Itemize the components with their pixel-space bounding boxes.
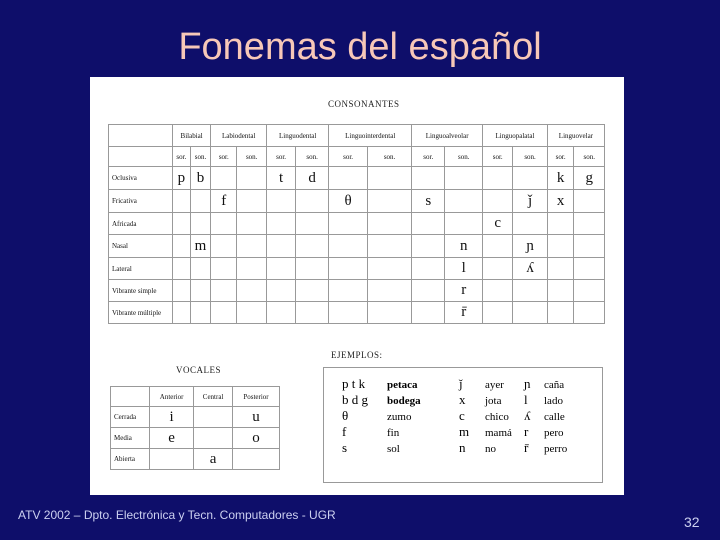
voicing-label: son. — [237, 147, 267, 167]
voicing-label: son. — [190, 147, 211, 167]
manner-label: Nasal — [109, 235, 173, 258]
phoneme-chart-figure — [90, 77, 624, 495]
example-row: s sol — [342, 440, 400, 455]
phoneme-cell: θ — [329, 190, 368, 213]
vowel-table — [110, 386, 280, 470]
examples-column-1 — [342, 376, 421, 456]
example-row: ɲ caña — [524, 376, 565, 391]
vowel-cell: o — [232, 428, 279, 449]
voicing-label: sor. — [547, 147, 574, 167]
example-row: m mamá — [459, 424, 512, 439]
vowel-column-header: Posterior — [232, 387, 279, 407]
manner-label: Vibrante múltiple — [109, 302, 173, 324]
phoneme-cell: r̄ — [445, 302, 483, 324]
examples-box — [323, 367, 603, 483]
voicing-label: sor. — [267, 147, 296, 167]
voicing-label: son. — [367, 147, 411, 167]
page-number: 32 — [684, 514, 700, 530]
example-row: c chico — [459, 408, 509, 423]
vowels-caption: VOCALES — [176, 365, 222, 375]
consonant-table — [108, 124, 605, 324]
manner-label: Oclusiva — [109, 167, 173, 190]
example-row: p t k petaca — [342, 376, 418, 391]
phoneme-cell: ʎ — [513, 258, 548, 280]
example-row: ʎ calle — [524, 408, 565, 423]
phoneme-cell: f — [211, 190, 237, 213]
place-header: Linguoalveolar — [412, 125, 483, 147]
vowel-cell — [232, 449, 279, 470]
place-header: Linguovelar — [547, 125, 604, 147]
manner-label: Africada — [109, 213, 173, 235]
phoneme-cell: m — [190, 235, 211, 258]
phoneme-cell: n — [445, 235, 483, 258]
manner-label: Fricativa — [109, 190, 173, 213]
vowel-cell — [194, 428, 233, 449]
manner-label: Vibrante simple — [109, 280, 173, 302]
vowel-cell: e — [150, 428, 194, 449]
place-header: Linguointerdental — [329, 125, 412, 147]
example-row: r̄ perro — [524, 440, 568, 455]
phoneme-cell: r — [445, 280, 483, 302]
vowel-column-header: Anterior — [150, 387, 194, 407]
place-header: Bilabial — [173, 125, 211, 147]
vowel-row-label: Media — [111, 428, 150, 449]
example-row: x jota — [459, 392, 502, 407]
example-row: b d g bodega — [342, 392, 421, 407]
phoneme-cell: g — [574, 167, 605, 190]
examples-column-3 — [524, 376, 567, 456]
phoneme-cell: ǰ — [513, 190, 548, 213]
vowel-cell — [150, 449, 194, 470]
example-row: l lado — [524, 392, 563, 407]
manner-label: Lateral — [109, 258, 173, 280]
vowel-cell: i — [150, 407, 194, 428]
example-row: f fin — [342, 424, 400, 439]
place-header: Linguodental — [267, 125, 329, 147]
voicing-label: son. — [574, 147, 605, 167]
slide-footer: ATV 2002 – Dpto. Electrónica y Tecn. Computadores - UGR — [18, 508, 336, 522]
voicing-label: son. — [445, 147, 483, 167]
consonants-caption: CONSONANTES — [328, 99, 400, 109]
examples-caption: EJEMPLOS: — [331, 350, 383, 360]
vowel-row-label: Abierta — [111, 449, 150, 470]
phoneme-cell: x — [547, 190, 574, 213]
voicing-label: sor. — [412, 147, 445, 167]
phoneme-cell: d — [296, 167, 329, 190]
example-row: r pero — [524, 424, 564, 439]
slide-title: Fonemas del español — [178, 26, 542, 68]
vowel-cell: a — [194, 449, 233, 470]
phoneme-cell: l — [445, 258, 483, 280]
phoneme-cell: ɲ — [513, 235, 548, 258]
vowel-cell: u — [232, 407, 279, 428]
example-row: θ zumo — [342, 408, 412, 423]
voicing-label: son. — [296, 147, 329, 167]
voicing-label: sor. — [173, 147, 191, 167]
examples-column-2 — [459, 376, 512, 456]
example-row: n no — [459, 440, 496, 455]
voicing-label: sor. — [211, 147, 237, 167]
phoneme-cell: b — [190, 167, 211, 190]
vowel-column-header: Central — [194, 387, 233, 407]
voicing-label: sor. — [329, 147, 368, 167]
phoneme-cell: s — [412, 190, 445, 213]
phoneme-cell: k — [547, 167, 574, 190]
place-header: Labiodental — [211, 125, 267, 147]
vowel-cell — [194, 407, 233, 428]
voicing-label: son. — [513, 147, 548, 167]
example-row: ǰ ayer — [459, 376, 504, 391]
phoneme-cell: p — [173, 167, 191, 190]
place-header: Linguopalatal — [483, 125, 548, 147]
voicing-label: sor. — [483, 147, 513, 167]
phoneme-cell: c — [483, 213, 513, 235]
phoneme-cell: t — [267, 167, 296, 190]
vowel-row-label: Cerrada — [111, 407, 150, 428]
